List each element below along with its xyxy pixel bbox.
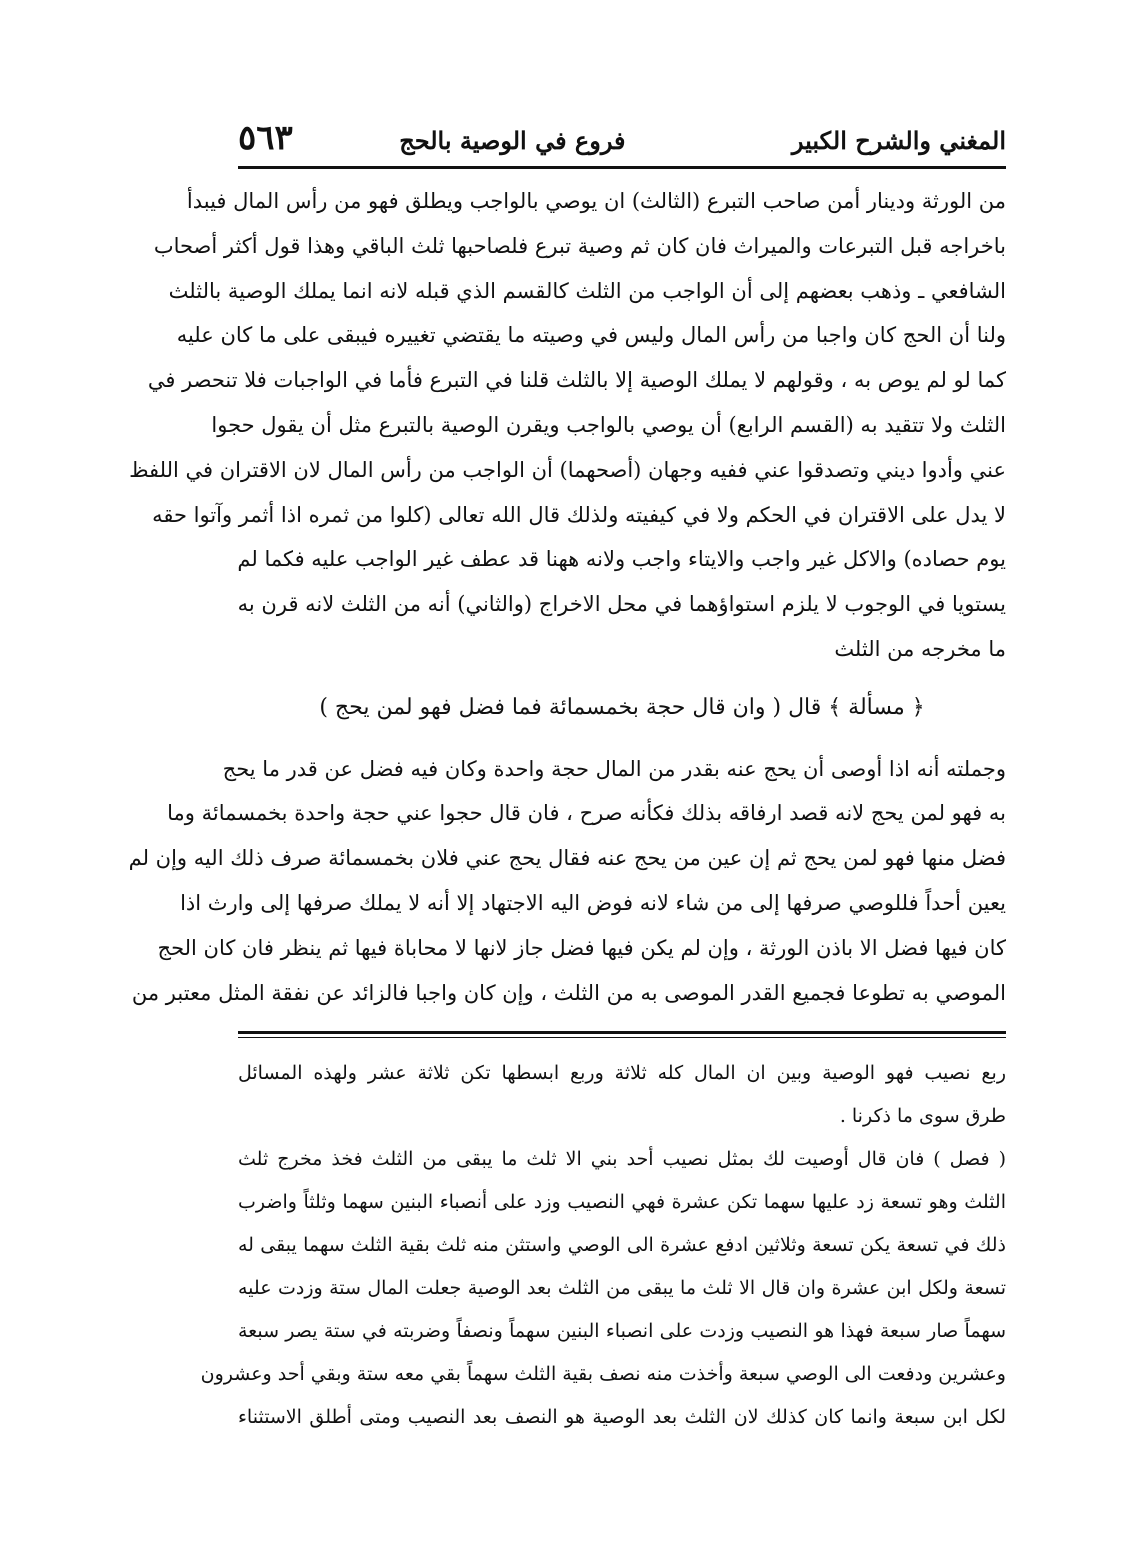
text-line: الثلث ولا تتقيد به (القسم الرابع) أن يوصي بالواجب ويقرن الوصية بالتبرع مثل أن يقول حجوا — [211, 412, 1006, 437]
footnote-line: تسعة ولكل ابن عشرة وان قال الا ثلث ما يبقى من الثلث بعد الوصية جعلت المال ستة وزدت عليه — [238, 1277, 1006, 1300]
footnote-line: ربع نصيب فهو الوصية وبين ان المال كله ثلاثة وربع ابسطها تكن ثلاثة عشر ولهذه المسائل — [238, 1062, 1006, 1085]
footnote-line: ذلك في تسعة يكن تسعة وثلاثين ادفع عشرة الى الوصي واستثن منه ثلث بقية الثلث سهما يبقى له — [238, 1234, 1006, 1257]
text-line: كما لو لم يوص به ، وقولهم لا يملك الوصية إلا بالثلث قلنا في التبرع فأما في الواجبات فلا تنحصر في — [147, 368, 1006, 393]
text-line: يوم حصاده) والاكل غير واجب والايتاء واجب ولانه ههنا قد عطف غير الواجب عليه فكما لم — [237, 547, 1006, 572]
footnote-line: وعشرين ودفعت الى الوصي سبعة وأخذت منه نصف بقية الثلث سهماً بقي معه ستة وبقي أحد وعشرون — [200, 1363, 1006, 1386]
page-number: ٥٦٣ — [238, 118, 293, 158]
text-line: به فهو لمن يحج لانه قصد ارفاقه بذلك فكأنه صرح ، فان قال حجوا عني حجة واحدة بخمسمائة وما — [167, 801, 1006, 826]
book-page — [128, 118, 1006, 1439]
text-line: عني وأدوا ديني وتصدقوا عني ففيه وجهان (أصحهما) أن الواجب من رأس المال لان الاقتران في اللفظ — [129, 457, 1006, 482]
text-line: لا يدل على الاقتران في الحكم ولا في كيفيته ولذلك قال الله تعالى (كلوا من ثمره اذا أثمر وآتوا حقه — [152, 502, 1006, 527]
running-header — [238, 118, 1006, 162]
masala-heading: ﴿ مسألة ﴾ قال ( وان قال حجة بخمسمائة فما فضل فهو لمن يحج ) — [319, 694, 925, 720]
text-line: ولنا أن الحج كان واجبا من رأس المال وليس في وصيته ما يقتضي تغييره فيبقى على ما كان عليه — [176, 323, 1006, 348]
footnote-line: ( فصل ) فان قال أوصيت لك بمثل نصيب أحد بني الا ثلث ما يبقى من الثلث فخذ مخرج ثلث — [238, 1148, 1006, 1171]
book-title: المغني والشرح الكبير — [791, 126, 1006, 155]
text-line: من الورثة ودينار أمن صاحب التبرع (الثالث) ان يوصي بالواجب ويطلق فهو من رأس المال فيبدأ — [186, 189, 1006, 213]
footnote-line: لكل ابن سبعة وانما كان كذلك لان الثلث بعد الوصية هو النصف بعد النصيب ومتى أطلق الاستثناء — [238, 1406, 1006, 1429]
text-line: يستويا في الوجوب لا يلزم استواؤهما في محل الاخراج (والثاني) أنه من الثلث لانه قرن به — [237, 592, 1006, 617]
text-line: الشافعي ـ وذهب بعضهم إلى أن الواجب من الثلث كالقسم الذي قبله لانه انما يملك الوصية بالثلث — [168, 278, 1006, 303]
text-line: كان فيها فضل الا باذن الورثة ، وإن لم يكن فيها فضل جاز لانها لا محاباة فيها ثم ينظر فان كان الحج — [157, 935, 1006, 960]
footnote-line: طرق سوى ما ذكرنا . — [839, 1105, 1006, 1128]
footnote-line: الثلث وهو تسعة زد عليها سهما تكن عشرة فهي النصيب وزد على أنصباء البنين سهما وثلثاً واضرب — [238, 1191, 1006, 1214]
footnote-text — [200, 1052, 1006, 1439]
header-rule — [238, 166, 1006, 169]
footnote-separator — [238, 1031, 1006, 1038]
text-line: ما مخرجه من الثلث — [834, 636, 1006, 661]
text-line: يعين أحداً فللوصي صرفها إلى من شاء لانه فوض اليه الاجتهاد إلا أنه لا يملك صرفها إلى وارث اذا — [180, 890, 1006, 915]
text-line: باخراجه قبل التبرعات والميراث فان كان ثم وصية تبرع فلصاحبها ثلث الباقي وهذا قول أكثر أصحاب — [153, 233, 1006, 258]
footnote-line: سهماً صار سبعة فهذا هو النصيب وزدت على انصباء البنين سهماً ونصفاً وضربته في ستة يصر سبعة — [238, 1320, 1006, 1343]
text-line: وجملته أنه اذا أوصى أن يحج عنه بقدر من المال حجة واحدة وكان فيه فضل عن قدر ما يحج — [222, 756, 1006, 781]
text-line: الموصي به تطوعا فجميع القدر الموصى به من الثلث ، وإن كان واجبا فالزائد عن نفقة المثل معتبر من — [131, 980, 1006, 1005]
text-line: فضل منها فهو لمن يحج ثم إن عين من يحج عنه فقال يحج عني فلان بخمسمائة صرف ذلك اليه وإن لم — [128, 846, 1006, 871]
main-text — [128, 179, 1006, 1015]
chapter-title: فروع في الوصية بالحج — [399, 126, 626, 155]
